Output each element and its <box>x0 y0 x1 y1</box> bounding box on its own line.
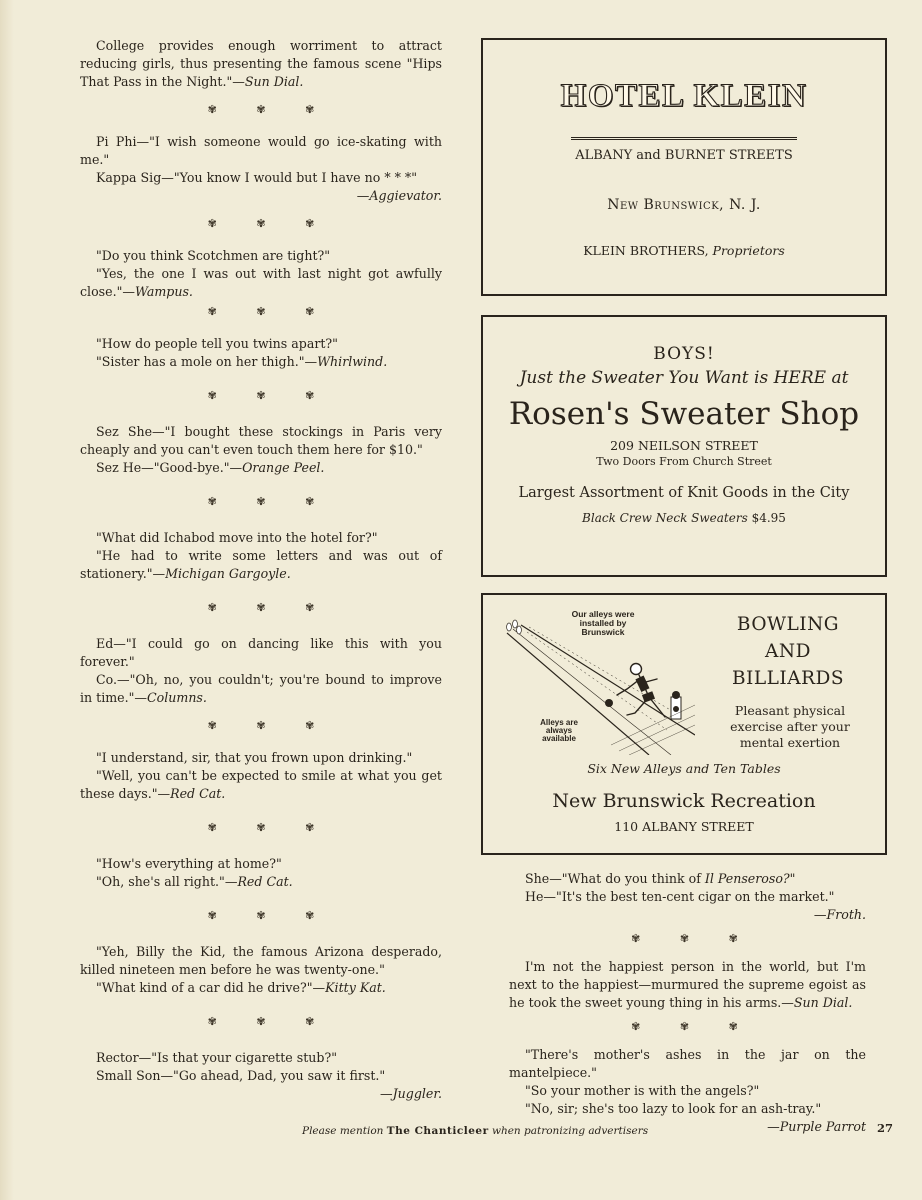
joke-text: Rector—"Is that your cigarette stub?" <box>96 1050 337 1065</box>
ornament-divider: ✾ ✾ ✾ <box>207 909 333 922</box>
ad-boys: BOYS! <box>653 344 715 364</box>
ornament-divider: ✾ ✾ ✾ <box>207 1015 333 1028</box>
joke-source: Red Cat. <box>237 874 293 889</box>
joke-6 <box>80 529 442 583</box>
joke-text: Sez She—"I bought these stockings in Paris very cheaply and you can't even touch them here for $10." <box>80 424 442 457</box>
joke-text: "There's mother's ashes in the jar on the mantelpiece." <box>509 1047 866 1080</box>
joke-text: "Sister has a mole on her thigh."— <box>96 354 318 369</box>
joke-source: —Juggler. <box>380 1086 442 1101</box>
joke-text: Small Son—"Go ahead, Dad, you saw it first." <box>96 1068 386 1083</box>
joke-text: "How's everything at home?" <box>96 856 282 871</box>
title-line: BILLIARDS <box>731 668 845 689</box>
joke-9 <box>80 855 442 891</box>
shop-directions: Two Doors From Church Street <box>596 455 772 468</box>
offer-label: Black Crew Neck Sweaters <box>582 511 748 525</box>
joke-source: Michigan Gargoyle. <box>165 566 291 581</box>
joke-text: "What kind of a car did he drive?"— <box>96 980 326 995</box>
joke-text: "So your mother is with the angels?" <box>525 1083 760 1098</box>
bowling-address: 110 ALBANY STREET <box>614 819 754 834</box>
joke-text: " <box>789 871 796 886</box>
joke-text: Pi Phi—"I wish someone would go ice-skating with me." <box>80 134 442 167</box>
footer-note <box>302 1125 648 1137</box>
bowling-alleys: Six New Alleys and Ten Tables <box>587 761 781 776</box>
page-edge <box>0 0 14 1200</box>
footer-pre: Please mention <box>302 1125 384 1137</box>
joke-10 <box>80 943 442 997</box>
title-line: AND <box>765 641 811 662</box>
ornament-divider: ✾ ✾ ✾ <box>207 601 333 614</box>
page-number: 27 <box>877 1121 894 1135</box>
proprietors-name: KLEIN BROTHERS, <box>583 243 709 258</box>
joke-text: Kappa Sig—"You know I would but I have no * * *" <box>96 170 418 185</box>
joke-right-3 <box>509 1046 866 1136</box>
hotel-streets: ALBANY and BURNET STREETS <box>575 148 793 163</box>
joke-11 <box>80 1049 442 1103</box>
ornament-divider: ✾ ✾ ✾ <box>631 932 756 945</box>
joke-3 <box>80 247 442 301</box>
joke-text: I'm not the happiest person in the world, but I'm next to the happiest—murmured the supreme egoist as he took the sweet young thing in his arms.— <box>509 959 866 1010</box>
joke-text: She—"What do you think of <box>525 871 705 886</box>
rosens-sweater-ad <box>481 315 887 577</box>
joke-4 <box>80 335 442 371</box>
hotel-proprietors <box>483 243 885 258</box>
city-name: New Brunswick <box>607 197 720 213</box>
hotel-city <box>483 197 885 213</box>
joke-source: Wampus. <box>134 284 193 299</box>
art-caption-bottom-3: available <box>542 734 576 743</box>
joke-text: Ed—"I could go on dancing like this with you forever." <box>80 636 442 669</box>
joke-text: "Do you think Scotchmen are tight?" <box>96 248 331 263</box>
joke-text: "He had to write some letters and was out of stationery."— <box>80 548 442 581</box>
joke-text: "No, sir; she's too lazy to look for an ash-tray." <box>525 1101 822 1116</box>
joke-right-2 <box>509 958 866 1012</box>
joke-text: "I understand, sir, that you frown upon drinking." <box>96 750 413 765</box>
ornament-divider: ✾ ✾ ✾ <box>207 103 333 116</box>
joke-title: Il Penseroso? <box>704 871 790 886</box>
joke-text: Sez He—"Good-bye."— <box>96 460 243 475</box>
footer-publication: The Chanticleer <box>386 1125 489 1137</box>
joke-source: Whirlwind. <box>317 354 388 369</box>
joke-source: —Aggievator. <box>356 188 442 203</box>
joke-source: Kitty Kat. <box>325 980 386 995</box>
ornament-divider: ✾ ✾ ✾ <box>207 821 333 834</box>
joke-text: College provides enough worriment to attract reducing girls, thus presenting the famous scene "Hips That Pass in the Night."— <box>80 38 442 89</box>
shop-street: 209 NEILSON STREET <box>610 438 758 453</box>
joke-source: Red Cat. <box>170 786 226 801</box>
footer-post: when patronizing advertisers <box>491 1125 649 1137</box>
joke-text: "Oh, she's all right."— <box>96 874 238 889</box>
joke-source: Columns. <box>147 690 207 705</box>
joke-1 <box>80 37 442 91</box>
joke-source: —Purple Parrot <box>767 1119 866 1134</box>
ad-tagline: Just the Sweater You Want is HERE at <box>519 368 849 388</box>
bowler-illustration <box>499 605 695 755</box>
joke-text: "Yes, the one I was out with last night got awfully close."— <box>80 266 442 299</box>
joke-source: Orange Peel. <box>242 460 325 475</box>
joke-right-1 <box>509 870 866 924</box>
art-caption-bottom-2: always <box>545 726 573 735</box>
ornament-divider: ✾ ✾ ✾ <box>207 389 333 402</box>
left-column <box>80 37 442 1103</box>
divider-rule <box>571 137 797 140</box>
bowling-blurb: Pleasant physical exercise after your mental exertion <box>730 703 850 750</box>
hotel-klein-ad <box>481 38 887 296</box>
shop-offer <box>483 511 885 525</box>
ornament-divider: ✾ ✾ ✾ <box>631 1020 756 1033</box>
joke-7 <box>80 635 442 707</box>
right-column <box>509 870 866 1136</box>
joke-text: He—"It's the best ten-cent cigar on the market." <box>525 889 835 904</box>
ornament-divider: ✾ ✾ ✾ <box>207 719 333 732</box>
bowling-venue: New Brunswick Recreation <box>552 790 816 812</box>
joke-2 <box>80 133 442 205</box>
art-caption-top-1: Our alleys were <box>571 609 635 619</box>
ornament-divider: ✾ ✾ ✾ <box>207 305 333 318</box>
art-caption-top-2: installed by <box>579 618 627 628</box>
joke-text: "How do people tell you twins apart?" <box>96 336 338 351</box>
shop-name: Rosen's Sweater Shop <box>508 396 860 432</box>
art-caption-top-3: Brunswick <box>581 627 625 637</box>
city-state: , N. J. <box>719 197 761 213</box>
ornament-divider: ✾ ✾ ✾ <box>207 495 333 508</box>
art-caption-bottom-1: Alleys are <box>540 718 578 727</box>
joke-source: Sun Dial. <box>793 995 853 1010</box>
hotel-name: HOTEL KLEIN <box>560 78 808 114</box>
shop-slogan: Largest Assortment of Knit Goods in the City <box>518 485 850 501</box>
joke-8 <box>80 749 442 803</box>
joke-text: "What did Ichabod move into the hotel for?" <box>96 530 378 545</box>
ornament-divider: ✾ ✾ ✾ <box>207 217 333 230</box>
offer-price: $4.95 <box>751 511 786 525</box>
joke-5 <box>80 423 442 477</box>
joke-source: —Froth. <box>813 907 866 922</box>
bowling-ad <box>481 593 887 855</box>
joke-source: Sun Dial. <box>244 74 304 89</box>
joke-text: Co.—"Oh, no, you couldn't; you're bound to improve in time."— <box>80 672 442 705</box>
joke-text: "Yeh, Billy the Kid, the famous Arizona desperado, killed nineteen men before he was twenty-one." <box>80 944 442 977</box>
joke-text: "Well, you can't be expected to smile at what you get these days."— <box>80 768 442 801</box>
title-line: BOWLING <box>736 614 840 635</box>
proprietors-role: Proprietors <box>712 243 785 258</box>
bowling-title <box>705 611 871 692</box>
